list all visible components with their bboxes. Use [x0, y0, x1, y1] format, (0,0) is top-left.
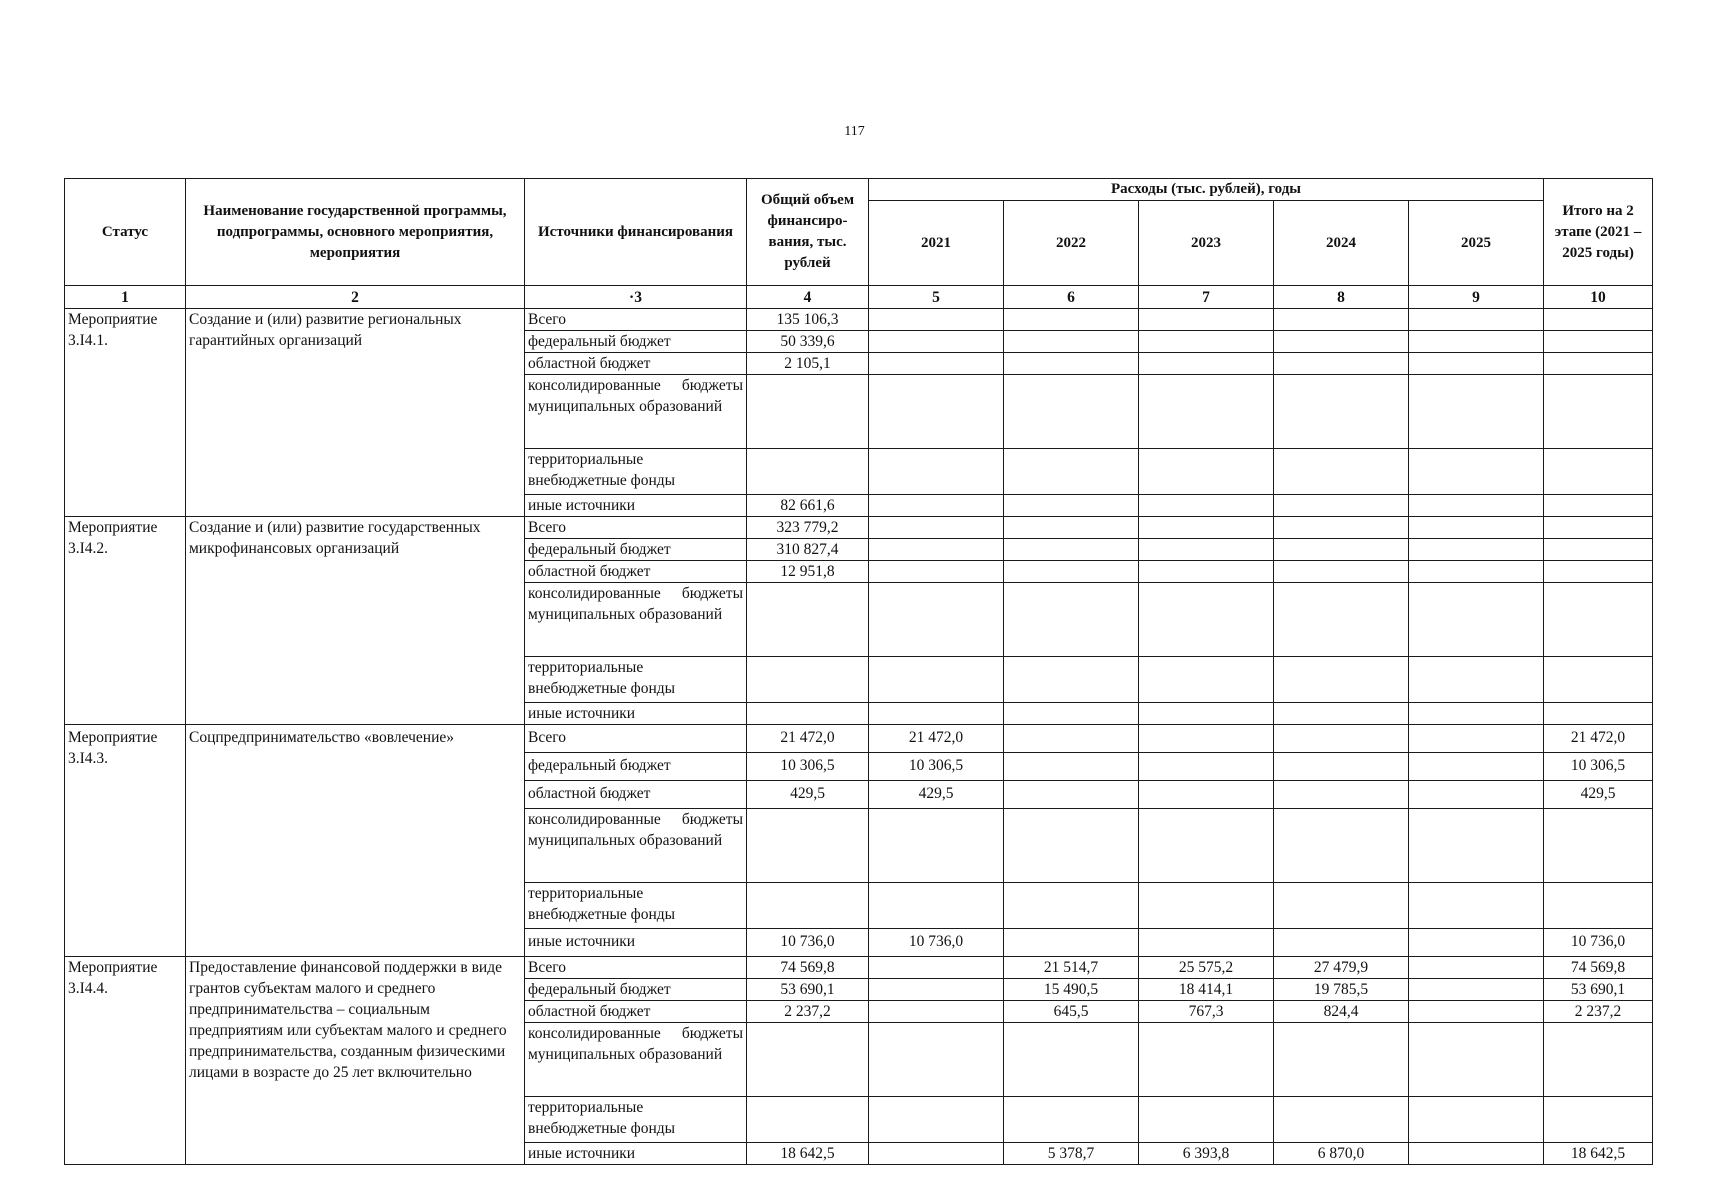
cell-year-2022: [1004, 725, 1139, 753]
cell-year-2024: [1274, 883, 1409, 929]
source-label: федеральный бюджет: [525, 753, 747, 781]
cell-stage-total: 2 237,2: [1544, 1001, 1653, 1023]
cell-year-2025: [1409, 1143, 1544, 1165]
cell-stage-total: 10 306,5: [1544, 753, 1653, 781]
measure-status: Мероприятие 3.I4.2.: [65, 517, 186, 725]
cell-total-volume: [747, 1023, 869, 1097]
cell-year-2022: [1004, 929, 1139, 957]
cell-year-2023: [1139, 657, 1274, 703]
source-label: консолидированные бюджеты муниципальных образований: [525, 1023, 747, 1097]
cell-year-2021: [869, 353, 1004, 375]
measure-status: Мероприятие 3.I4.1.: [65, 309, 186, 517]
cell-year-2025: [1409, 353, 1544, 375]
cell-year-2025: [1409, 657, 1544, 703]
cell-year-2021: 429,5: [869, 781, 1004, 809]
cell-total-volume: 2 237,2: [747, 1001, 869, 1023]
cell-year-2024: 6 870,0: [1274, 1143, 1409, 1165]
cell-stage-total: 53 690,1: [1544, 979, 1653, 1001]
cell-year-2025: [1409, 703, 1544, 725]
table-row: [65, 517, 1653, 539]
financing-table-container: [64, 178, 1652, 1165]
source-label: федеральный бюджет: [525, 979, 747, 1001]
cell-total-volume: 74 569,8: [747, 957, 869, 979]
cell-stage-total: [1544, 883, 1653, 929]
cell-year-2021: 10 736,0: [869, 929, 1004, 957]
column-number: 9: [1409, 286, 1544, 309]
cell-year-2024: 824,4: [1274, 1001, 1409, 1023]
cell-year-2023: [1139, 561, 1274, 583]
cell-year-2023: [1139, 375, 1274, 449]
cell-year-2025: [1409, 309, 1544, 331]
cell-year-2022: [1004, 1097, 1139, 1143]
cell-total-volume: [747, 657, 869, 703]
source-label: Всего: [525, 725, 747, 753]
cell-total-volume: 53 690,1: [747, 979, 869, 1001]
cell-total-volume: 323 779,2: [747, 517, 869, 539]
cell-year-2025: [1409, 517, 1544, 539]
cell-total-volume: 21 472,0: [747, 725, 869, 753]
source-label: иные источники: [525, 1143, 747, 1165]
cell-year-2024: [1274, 331, 1409, 353]
cell-year-2022: [1004, 809, 1139, 883]
cell-year-2024: [1274, 1097, 1409, 1143]
column-number: 5: [869, 286, 1004, 309]
measure-name: Соцпредпринимательство «вовлечение»: [186, 725, 525, 957]
measure-status: Мероприятие 3.I4.3.: [65, 725, 186, 957]
cell-stage-total: [1544, 375, 1653, 449]
cell-year-2023: [1139, 331, 1274, 353]
cell-year-2023: [1139, 781, 1274, 809]
source-label: федеральный бюджет: [525, 539, 747, 561]
cell-year-2021: [869, 1097, 1004, 1143]
cell-stage-total: 74 569,8: [1544, 957, 1653, 979]
cell-year-2023: [1139, 449, 1274, 495]
cell-stage-total: [1544, 449, 1653, 495]
cell-stage-total: [1544, 539, 1653, 561]
cell-year-2022: 5 378,7: [1004, 1143, 1139, 1165]
cell-year-2025: [1409, 809, 1544, 883]
cell-year-2024: [1274, 375, 1409, 449]
cell-stage-total: [1544, 517, 1653, 539]
measure-name: Предоставление финансовой поддержки в виде грантов субъектам малого и среднего предпринимательства – социальным предприятиям или субъектам малого и среднего предпринимательства, созданным физическими лицами в возрасте до 25 лет включительно: [186, 957, 525, 1165]
cell-year-2024: [1274, 781, 1409, 809]
cell-year-2022: [1004, 657, 1139, 703]
cell-year-2023: [1139, 353, 1274, 375]
cell-total-volume: 135 106,3: [747, 309, 869, 331]
cell-year-2024: [1274, 583, 1409, 657]
cell-total-volume: [747, 375, 869, 449]
column-number: 10: [1544, 286, 1653, 309]
cell-year-2024: [1274, 309, 1409, 331]
header-name: Наименование государственной программы, подпрограммы, основного мероприятия, мероприятия: [186, 179, 525, 286]
cell-year-2024: [1274, 657, 1409, 703]
cell-stage-total: [1544, 561, 1653, 583]
cell-total-volume: [747, 1097, 869, 1143]
cell-year-2025: [1409, 979, 1544, 1001]
cell-year-2025: [1409, 1097, 1544, 1143]
cell-stage-total: [1544, 353, 1653, 375]
cell-total-volume: [747, 883, 869, 929]
cell-year-2022: 645,5: [1004, 1001, 1139, 1023]
cell-year-2021: [869, 957, 1004, 979]
cell-stage-total: [1544, 657, 1653, 703]
cell-year-2024: [1274, 809, 1409, 883]
cell-stage-total: 429,5: [1544, 781, 1653, 809]
header-year-2025: 2025: [1409, 201, 1544, 286]
cell-stage-total: [1544, 809, 1653, 883]
column-number: 8: [1274, 286, 1409, 309]
cell-year-2021: [869, 449, 1004, 495]
page-number: 117: [844, 124, 865, 139]
cell-stage-total: 10 736,0: [1544, 929, 1653, 957]
cell-year-2021: [869, 979, 1004, 1001]
measure-status: Мероприятие 3.I4.4.: [65, 957, 186, 1165]
header-sources: Источники финансирования: [525, 179, 747, 286]
cell-year-2022: [1004, 539, 1139, 561]
cell-year-2025: [1409, 583, 1544, 657]
cell-year-2022: 21 514,7: [1004, 957, 1139, 979]
cell-year-2021: [869, 883, 1004, 929]
cell-year-2023: [1139, 309, 1274, 331]
source-label: областной бюджет: [525, 353, 747, 375]
cell-year-2022: [1004, 449, 1139, 495]
cell-year-2024: [1274, 495, 1409, 517]
cell-year-2022: [1004, 331, 1139, 353]
cell-year-2025: [1409, 753, 1544, 781]
source-label: территориальные внебюджетные фонды: [525, 1097, 747, 1143]
cell-year-2025: [1409, 331, 1544, 353]
column-number: 4: [747, 286, 869, 309]
cell-year-2025: [1409, 375, 1544, 449]
source-label: консолидированные бюджеты муниципальных образований: [525, 809, 747, 883]
cell-year-2022: [1004, 883, 1139, 929]
column-number: 2: [186, 286, 525, 309]
cell-year-2021: [869, 517, 1004, 539]
source-label: иные источники: [525, 929, 747, 957]
cell-total-volume: [747, 449, 869, 495]
source-label: Всего: [525, 309, 747, 331]
column-numbers-row: [65, 286, 1653, 309]
cell-stage-total: 18 642,5: [1544, 1143, 1653, 1165]
cell-year-2024: [1274, 449, 1409, 495]
cell-year-2024: [1274, 1023, 1409, 1097]
source-label: консолидированные бюджеты муниципальных образований: [525, 375, 747, 449]
cell-year-2023: [1139, 1023, 1274, 1097]
cell-year-2025: [1409, 929, 1544, 957]
measure-name: Создание и (или) развитие региональных гарантийных организаций: [186, 309, 525, 517]
cell-year-2022: [1004, 495, 1139, 517]
cell-year-2021: [869, 539, 1004, 561]
cell-total-volume: 12 951,8: [747, 561, 869, 583]
cell-year-2023: [1139, 517, 1274, 539]
header-status: Статус: [65, 179, 186, 286]
cell-stage-total: [1544, 331, 1653, 353]
cell-year-2024: [1274, 353, 1409, 375]
source-label: областной бюджет: [525, 561, 747, 583]
cell-stage-total: [1544, 309, 1653, 331]
cell-year-2025: [1409, 1023, 1544, 1097]
cell-stage-total: [1544, 583, 1653, 657]
cell-year-2021: [869, 1023, 1004, 1097]
header-year-2024: 2024: [1274, 201, 1409, 286]
cell-stage-total: [1544, 495, 1653, 517]
cell-year-2021: [869, 1143, 1004, 1165]
cell-year-2021: [869, 331, 1004, 353]
cell-stage-total: [1544, 703, 1653, 725]
cell-year-2022: [1004, 353, 1139, 375]
header-year-2023: 2023: [1139, 201, 1274, 286]
cell-year-2025: [1409, 957, 1544, 979]
cell-year-2021: [869, 1001, 1004, 1023]
financing-table: [64, 178, 1653, 1165]
cell-year-2023: [1139, 495, 1274, 517]
column-number: 1: [65, 286, 186, 309]
cell-year-2022: [1004, 583, 1139, 657]
cell-year-2024: [1274, 753, 1409, 781]
cell-total-volume: [747, 809, 869, 883]
measure-name: Создание и (или) развитие государственных микрофинансовых организаций: [186, 517, 525, 725]
cell-year-2024: [1274, 539, 1409, 561]
cell-year-2023: 25 575,2: [1139, 957, 1274, 979]
source-label: иные источники: [525, 495, 747, 517]
cell-total-volume: 82 661,6: [747, 495, 869, 517]
cell-year-2025: [1409, 883, 1544, 929]
cell-year-2024: [1274, 929, 1409, 957]
source-label: консолидированные бюджеты муниципальных образований: [525, 583, 747, 657]
table-row: [65, 725, 1653, 753]
cell-year-2021: 10 306,5: [869, 753, 1004, 781]
cell-year-2023: [1139, 809, 1274, 883]
cell-year-2021: [869, 309, 1004, 331]
cell-year-2022: [1004, 375, 1139, 449]
cell-year-2021: [869, 375, 1004, 449]
source-label: областной бюджет: [525, 1001, 747, 1023]
cell-year-2025: [1409, 561, 1544, 583]
source-label: иные источники: [525, 703, 747, 725]
table-row: [65, 957, 1653, 979]
cell-year-2025: [1409, 1001, 1544, 1023]
source-label: федеральный бюджет: [525, 331, 747, 353]
cell-year-2024: 19 785,5: [1274, 979, 1409, 1001]
header-total-volume: Общий объем финансиро-вания, тыс. рублей: [747, 179, 869, 286]
cell-year-2023: [1139, 753, 1274, 781]
source-label: Всего: [525, 957, 747, 979]
cell-year-2025: [1409, 449, 1544, 495]
cell-year-2021: [869, 583, 1004, 657]
cell-year-2024: [1274, 561, 1409, 583]
cell-stage-total: [1544, 1097, 1653, 1143]
cell-year-2023: [1139, 703, 1274, 725]
cell-year-2024: [1274, 725, 1409, 753]
cell-year-2022: [1004, 517, 1139, 539]
cell-year-2023: [1139, 725, 1274, 753]
cell-year-2025: [1409, 539, 1544, 561]
cell-year-2021: 21 472,0: [869, 725, 1004, 753]
cell-year-2022: [1004, 781, 1139, 809]
cell-total-volume: 310 827,4: [747, 539, 869, 561]
cell-total-volume: 18 642,5: [747, 1143, 869, 1165]
header-expenses-group: Расходы (тыс. рублей), годы: [869, 179, 1544, 201]
cell-year-2024: 27 479,9: [1274, 957, 1409, 979]
cell-year-2021: [869, 703, 1004, 725]
header-stage-total: Итого на 2 этапе (2021 – 2025 годы): [1544, 179, 1653, 286]
cell-year-2023: [1139, 1097, 1274, 1143]
source-label: территориальные внебюджетные фонды: [525, 883, 747, 929]
cell-total-volume: [747, 583, 869, 657]
cell-year-2022: 15 490,5: [1004, 979, 1139, 1001]
source-label: территориальные внебюджетные фонды: [525, 449, 747, 495]
cell-stage-total: [1544, 1023, 1653, 1097]
cell-year-2024: [1274, 703, 1409, 725]
cell-total-volume: 2 105,1: [747, 353, 869, 375]
cell-year-2022: [1004, 1023, 1139, 1097]
column-number: 7: [1139, 286, 1274, 309]
cell-year-2025: [1409, 495, 1544, 517]
source-label: территориальные внебюджетные фонды: [525, 657, 747, 703]
cell-year-2023: [1139, 539, 1274, 561]
cell-year-2025: [1409, 725, 1544, 753]
cell-year-2022: [1004, 703, 1139, 725]
cell-total-volume: 10 306,5: [747, 753, 869, 781]
cell-year-2023: [1139, 929, 1274, 957]
cell-year-2021: [869, 657, 1004, 703]
cell-total-volume: 429,5: [747, 781, 869, 809]
table-row: [65, 309, 1653, 331]
cell-stage-total: 21 472,0: [1544, 725, 1653, 753]
cell-year-2023: 767,3: [1139, 1001, 1274, 1023]
header-year-2021: 2021: [869, 201, 1004, 286]
column-number: 6: [1004, 286, 1139, 309]
source-label: областной бюджет: [525, 781, 747, 809]
cell-year-2023: [1139, 883, 1274, 929]
table-body: [65, 309, 1653, 1165]
cell-year-2023: 18 414,1: [1139, 979, 1274, 1001]
cell-year-2021: [869, 561, 1004, 583]
cell-year-2024: [1274, 517, 1409, 539]
cell-total-volume: 50 339,6: [747, 331, 869, 353]
source-label: Всего: [525, 517, 747, 539]
cell-total-volume: [747, 703, 869, 725]
column-number: ·3: [525, 286, 747, 309]
cell-year-2021: [869, 495, 1004, 517]
cell-year-2021: [869, 809, 1004, 883]
cell-total-volume: 10 736,0: [747, 929, 869, 957]
cell-year-2022: [1004, 753, 1139, 781]
cell-year-2023: [1139, 583, 1274, 657]
cell-year-2022: [1004, 561, 1139, 583]
cell-year-2022: [1004, 309, 1139, 331]
header-year-2022: 2022: [1004, 201, 1139, 286]
cell-year-2025: [1409, 781, 1544, 809]
cell-year-2023: 6 393,8: [1139, 1143, 1274, 1165]
